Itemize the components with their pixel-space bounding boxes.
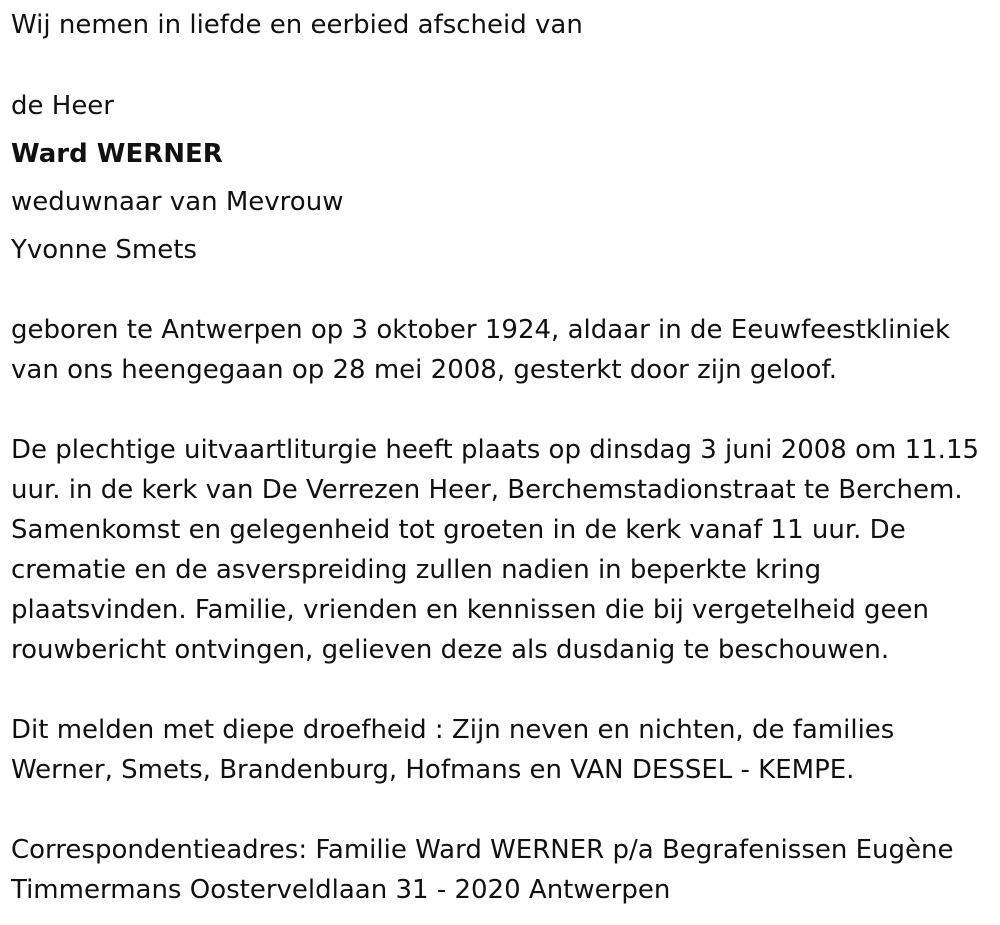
announce-line: Werner, Smets, Brandenburg, Hofmans en VAN DESSEL - KEMPE. (11, 755, 855, 785)
address-line: Timmermans Oosterveldlaan 31 - 2020 Antwerpen (11, 875, 671, 905)
birth-line: geboren te Antwerpen op 3 oktober 1924, aldaar in de Eeuwfeestkliniek (11, 315, 951, 345)
intro-line: Wij nemen in liefde en eerbied afscheid van (11, 10, 583, 40)
funeral-line: crematie en de asverspreiding zullen nadien in beperkte kring (11, 555, 822, 585)
funeral-line: plaatsvinden. Familie, vrienden en kennissen die bij vergetelheid geen (11, 595, 930, 625)
spouse-name: Yvonne Smets (11, 235, 197, 265)
relation-line: weduwnaar van Mevrouw (11, 187, 344, 217)
death-line: van ons heengegaan op 28 mei 2008, gesterkt door zijn geloof. (11, 355, 837, 385)
announce-line: Dit melden met diepe droefheid : Zijn neven en nichten, de families (11, 715, 895, 745)
funeral-line: De plechtige uitvaartliturgie heeft plaats op dinsdag 3 juni 2008 om 11.15 (11, 435, 980, 465)
funeral-line: Samenkomst en gelegenheid tot groeten in de kerk vanaf 11 uur. De (11, 515, 906, 545)
deceased-name: Ward WERNER (11, 139, 223, 169)
funeral-line: uur. in de kerk van De Verrezen Heer, Berchemstadionstraat te Berchem. (11, 475, 963, 505)
funeral-line: rouwbericht ontvingen, gelieven deze als dusdanig te beschouwen. (11, 635, 890, 665)
salutation: de Heer (11, 91, 114, 121)
address-line: Correspondentieadres: Familie Ward WERNER p/a Begrafenissen Eugène (11, 835, 954, 865)
